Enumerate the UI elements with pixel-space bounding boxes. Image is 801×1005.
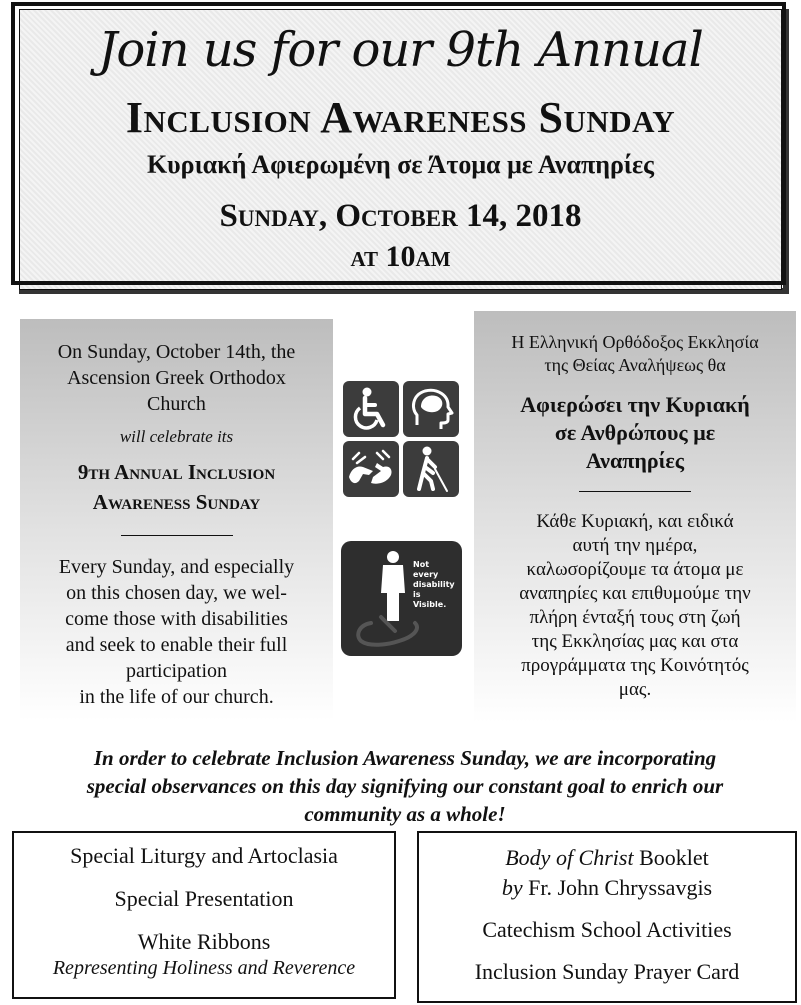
divider xyxy=(579,491,691,492)
body-line: της Εκκλησίας μας και στα xyxy=(531,631,739,652)
list-item: Special Liturgy and Artoclasia xyxy=(70,843,338,868)
english-column xyxy=(20,319,333,721)
divider xyxy=(121,535,233,536)
invite-heading: Join us for our 9th Annual xyxy=(98,22,703,78)
body-line: on this chosen day, we wel- xyxy=(66,582,287,604)
badge-text xyxy=(413,560,455,610)
body-line: πλήρη ένταξή τους στη ζωή xyxy=(529,607,741,628)
intro-line: Church xyxy=(147,393,206,415)
heading-line: Αναπηρίες xyxy=(585,448,685,473)
event-name xyxy=(20,457,333,517)
event-time: at 10am xyxy=(350,240,451,273)
cta-line: In order to celebrate Inclusion Awareness Sunday, we are incorporating xyxy=(93,746,717,770)
body-line: αναπηρίες και επιθυμούμε την xyxy=(519,583,751,604)
badge-text-line: every xyxy=(413,570,439,579)
list-item: Special Presentation xyxy=(114,886,294,911)
event-name-line: Awareness Sunday xyxy=(92,490,261,514)
greek-body xyxy=(474,510,796,702)
greek-subtitle: Κυριακή Αφιερωμένη σε Άτομα με Αναπηρίες xyxy=(146,150,655,179)
intro-line: της Θείας Αναλήψεως θα xyxy=(544,355,726,375)
list-item-subtext: Representing Holiness and Reverence xyxy=(52,957,356,979)
list-item: Inclusion Sunday Prayer Card xyxy=(474,959,740,984)
body-line: Κάθε Κυριακή, και ειδικά xyxy=(536,511,734,532)
english-intro xyxy=(20,339,333,417)
badge-text-line: disability xyxy=(413,580,455,589)
will-celebrate-text: will celebrate its xyxy=(119,427,234,446)
greek-column xyxy=(474,311,796,723)
body-line: αυτή την ημέρα, xyxy=(572,535,698,556)
intro-line: On Sunday, October 14th, the xyxy=(57,341,296,363)
body-line: in the life of our church. xyxy=(79,686,274,708)
booklet-title: Body of Christ xyxy=(505,845,634,870)
call-to-action xyxy=(20,744,790,828)
page-title: Inclusion Awareness Sunday xyxy=(125,93,676,142)
body-line: participation xyxy=(125,660,228,682)
badge-text-line: is xyxy=(413,590,421,599)
heading-line: σε Ανθρώπους με xyxy=(554,420,716,445)
body-line: come those with disabilities xyxy=(65,608,288,630)
greek-intro xyxy=(474,331,796,377)
observances-list-left xyxy=(12,831,396,999)
observances-list-right xyxy=(417,831,797,1003)
greek-heading xyxy=(474,391,796,475)
booklet-author: Fr. John Chryssavgis xyxy=(522,875,713,900)
wheelchair-icon xyxy=(343,381,399,437)
list-item xyxy=(419,843,795,903)
by-label: by xyxy=(501,875,523,900)
body-line: and seek to enable their full xyxy=(65,634,288,656)
badge-text-line: Not xyxy=(413,560,430,569)
list-item: White Ribbons xyxy=(137,929,271,954)
english-body xyxy=(20,554,333,710)
sign-language-icon xyxy=(343,441,399,497)
brain-icon xyxy=(403,381,459,437)
body-line: μας. xyxy=(618,679,652,700)
intro-line: Η Ελληνική Ορθόδοξος Εκκλησία xyxy=(511,332,759,352)
body-line: Every Sunday, and especially xyxy=(58,556,295,578)
list-item: Catechism School Activities xyxy=(482,917,732,942)
body-line: προγράμματα της Κοινότητός xyxy=(521,655,749,676)
event-name-line: 9th Annual Inclusion xyxy=(77,460,276,484)
booklet-label: Booklet xyxy=(633,845,709,870)
badge-text-line: Visible. xyxy=(413,600,447,609)
cta-line: community as a whole! xyxy=(304,802,506,826)
heading-line: Αφιερώσει την Κυριακή xyxy=(520,392,750,417)
body-line: καλωσορίζουμε τα άτομα με xyxy=(526,559,744,580)
event-date: Sunday, October 14, 2018 xyxy=(219,198,582,234)
intro-line: Ascension Greek Orthodox xyxy=(67,367,286,389)
blind-cane-icon xyxy=(403,441,459,497)
invisible-disability-badge xyxy=(341,541,462,656)
cta-line: special observances on this day signifying our constant goal to enrich our xyxy=(86,774,724,798)
